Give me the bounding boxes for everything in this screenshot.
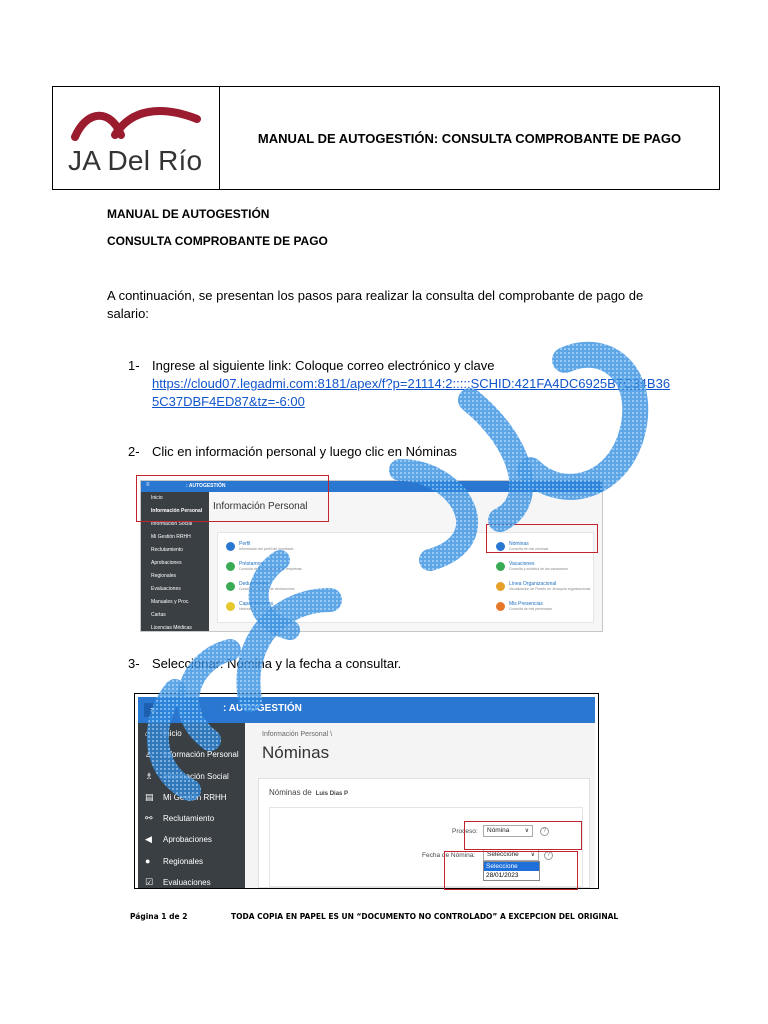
sidebar-item-informacion-social[interactable]: ♗ Información Social bbox=[138, 766, 245, 787]
menu-item-nominas[interactable]: Nóminas Consulta de mis nóminas bbox=[496, 541, 548, 551]
attendance-icon bbox=[496, 602, 505, 611]
dropdown-option[interactable]: Seleccione bbox=[484, 862, 539, 871]
logo-mark-icon bbox=[65, 105, 205, 145]
sidebar-item-manuales[interactable]: Manuales y Proc. bbox=[151, 599, 190, 605]
sidebar-item-mi-gestion[interactable]: ▤ Mi Gestión RRHH bbox=[138, 787, 245, 808]
fecha-select[interactable]: Seleccione ∨ bbox=[483, 849, 539, 861]
recruit-icon: ⚯ bbox=[145, 813, 153, 824]
proceso-label: Proceso: bbox=[452, 828, 478, 835]
highlight-box-proceso bbox=[464, 821, 582, 850]
app-sidebar bbox=[138, 723, 245, 888]
step-number: 3- bbox=[128, 656, 140, 671]
menu-item-perfil[interactable]: Perfil Información del perfil del empleado bbox=[226, 541, 293, 551]
sidebar-item-licencias[interactable]: Licencias Médicas bbox=[151, 625, 192, 631]
sidebar-item-aprobaciones[interactable]: ◀ Aprobaciones bbox=[138, 829, 245, 850]
sidebar-item-inicio[interactable]: Inicio bbox=[151, 495, 163, 501]
login-link-continued[interactable]: 5C37DBF4ED87&tz=-6:00 bbox=[152, 394, 305, 409]
deduction-icon bbox=[226, 582, 235, 591]
proceso-select[interactable]: Nómina ∨ bbox=[483, 825, 533, 837]
sidebar-item-informacion-social[interactable]: Información Social bbox=[151, 521, 193, 527]
sidebar-item-regionales[interactable]: ● Regionales bbox=[138, 851, 245, 872]
person-icon: ♙ bbox=[145, 749, 154, 760]
panel-header bbox=[269, 788, 348, 797]
sidebar-item-evaluaciones[interactable]: Evaluaciones bbox=[151, 586, 181, 592]
highlight-box-informacion-personal bbox=[136, 475, 329, 522]
sidebar-item-informacion-personal[interactable]: Información Personal bbox=[151, 508, 203, 514]
step-text: Ingrese al siguiente link: Coloque correo electrónico y clave bbox=[152, 358, 495, 373]
doc-heading-1: MANUAL DE AUTOGESTIÓN bbox=[107, 207, 270, 221]
dropdown-option[interactable]: 28/01/2023 bbox=[486, 872, 519, 879]
document-header bbox=[52, 86, 720, 190]
help-icon[interactable]: ? bbox=[540, 827, 549, 836]
megaphone-icon: ◀ bbox=[145, 834, 152, 845]
sidebar-item-aprobaciones[interactable]: Aprobaciones bbox=[151, 560, 182, 566]
company-logo bbox=[53, 87, 220, 189]
document-icon: ▤ bbox=[145, 791, 154, 802]
step-text: Clic en información personal y luego clic en Nóminas bbox=[152, 444, 457, 459]
globe-icon: ● bbox=[145, 855, 151, 866]
footer-page-number: Página 1 de 2 bbox=[130, 912, 188, 921]
menu-item-linea-organizacional[interactable]: Línea Organizacional Visualización de Puesto en Jerarquía organizacional bbox=[496, 581, 590, 591]
sidebar-item-regionales[interactable]: Regionales bbox=[151, 573, 177, 579]
doc-heading-2: CONSULTA COMPROBANTE DE PAGO bbox=[107, 234, 328, 248]
menu-item-mis-presencias[interactable]: Mis Presencias Consulta de mis presencias bbox=[496, 601, 552, 611]
highlight-box-fecha bbox=[444, 851, 578, 890]
document-title: MANUAL DE AUTOGESTIÓN: CONSULTA COMPROBANTE DE PAGO bbox=[257, 130, 682, 146]
sidebar-item-informacion-personal[interactable]: ♙ Información Personal bbox=[138, 744, 245, 765]
loan-icon bbox=[226, 562, 235, 571]
login-link[interactable]: https://cloud07.legadmi.com:8181/apex/f?p=21114:2:::::SCHID:421FA4DC6925B7C34B36 bbox=[152, 376, 671, 391]
sidebar-item-reclutamiento[interactable]: ⚯ Reclutamiento bbox=[138, 808, 245, 829]
step-text: Seleccionar: Nómina y la fecha a consultar. bbox=[152, 656, 402, 671]
logo-text: JA Del Río bbox=[68, 145, 203, 176]
highlight-box-nominas bbox=[486, 524, 598, 553]
sidebar-item-inicio[interactable]: ⌂ Inicio bbox=[138, 723, 245, 744]
step-number: 2- bbox=[128, 444, 140, 459]
checkbox-icon: ☑ bbox=[145, 877, 154, 888]
people-icon: ♗ bbox=[145, 770, 154, 781]
breadcrumb[interactable]: Información Personal \ bbox=[262, 731, 333, 738]
home-icon: ⌂ bbox=[145, 728, 151, 738]
org-chart-icon bbox=[496, 582, 505, 591]
menu-item-deducciones[interactable]: Deducciones Consulta y solicitud de deducciones bbox=[226, 581, 295, 591]
help-icon[interactable]: ? bbox=[544, 851, 553, 860]
fecha-label: Fecha de Nómina: bbox=[422, 852, 476, 859]
page-title: Nóminas bbox=[262, 743, 330, 762]
training-icon bbox=[226, 602, 235, 611]
sidebar-item-mi-gestion[interactable]: Mi Gestión RRHH bbox=[151, 534, 191, 540]
menu-item-vacaciones[interactable]: Vacaciones Consulta y solicitud de las vacaciones bbox=[496, 561, 568, 571]
app-topbar bbox=[138, 697, 595, 723]
sidebar-item-reclutamiento[interactable]: Reclutamiento bbox=[151, 547, 183, 553]
app-brand: : AUTOGESTIÓN bbox=[186, 483, 226, 489]
app-brand: : AUTOGESTIÓN bbox=[223, 703, 302, 714]
hamburger-icon[interactable]: ≡ bbox=[144, 703, 162, 717]
step-number: 1- bbox=[128, 358, 140, 373]
vacation-icon bbox=[496, 562, 505, 571]
menu-item-capacitaciones[interactable]: Capacitaciones Historial de Capacitaciones bbox=[226, 601, 281, 611]
menu-item-prestamos[interactable]: Préstamos Consulta de los préstamos de empresas bbox=[226, 561, 302, 571]
sidebar-item-cartas[interactable]: Cartas bbox=[151, 612, 166, 618]
employee-name: Luis Dias P bbox=[315, 791, 349, 797]
footer-note: TODA COPIA EN PAPEL ES UN “DOCUMENTO NO CONTROLADO” A EXCEPCION DEL ORIGINAL bbox=[231, 912, 619, 921]
chevron-down-icon: ∨ bbox=[524, 828, 529, 834]
hamburger-icon: ≡ bbox=[146, 482, 150, 488]
chevron-down-icon: ∨ bbox=[530, 852, 535, 858]
panel-label: Nóminas de bbox=[269, 788, 312, 797]
sidebar-item-evaluaciones[interactable]: ☑ Evaluaciones bbox=[138, 872, 245, 889]
user-icon bbox=[226, 542, 235, 551]
intro-paragraph: A continuación, se presentan los pasos para realizar la consulta del comprobante de pago de salario: bbox=[107, 288, 644, 321]
page-title: Información Personal bbox=[213, 501, 308, 512]
